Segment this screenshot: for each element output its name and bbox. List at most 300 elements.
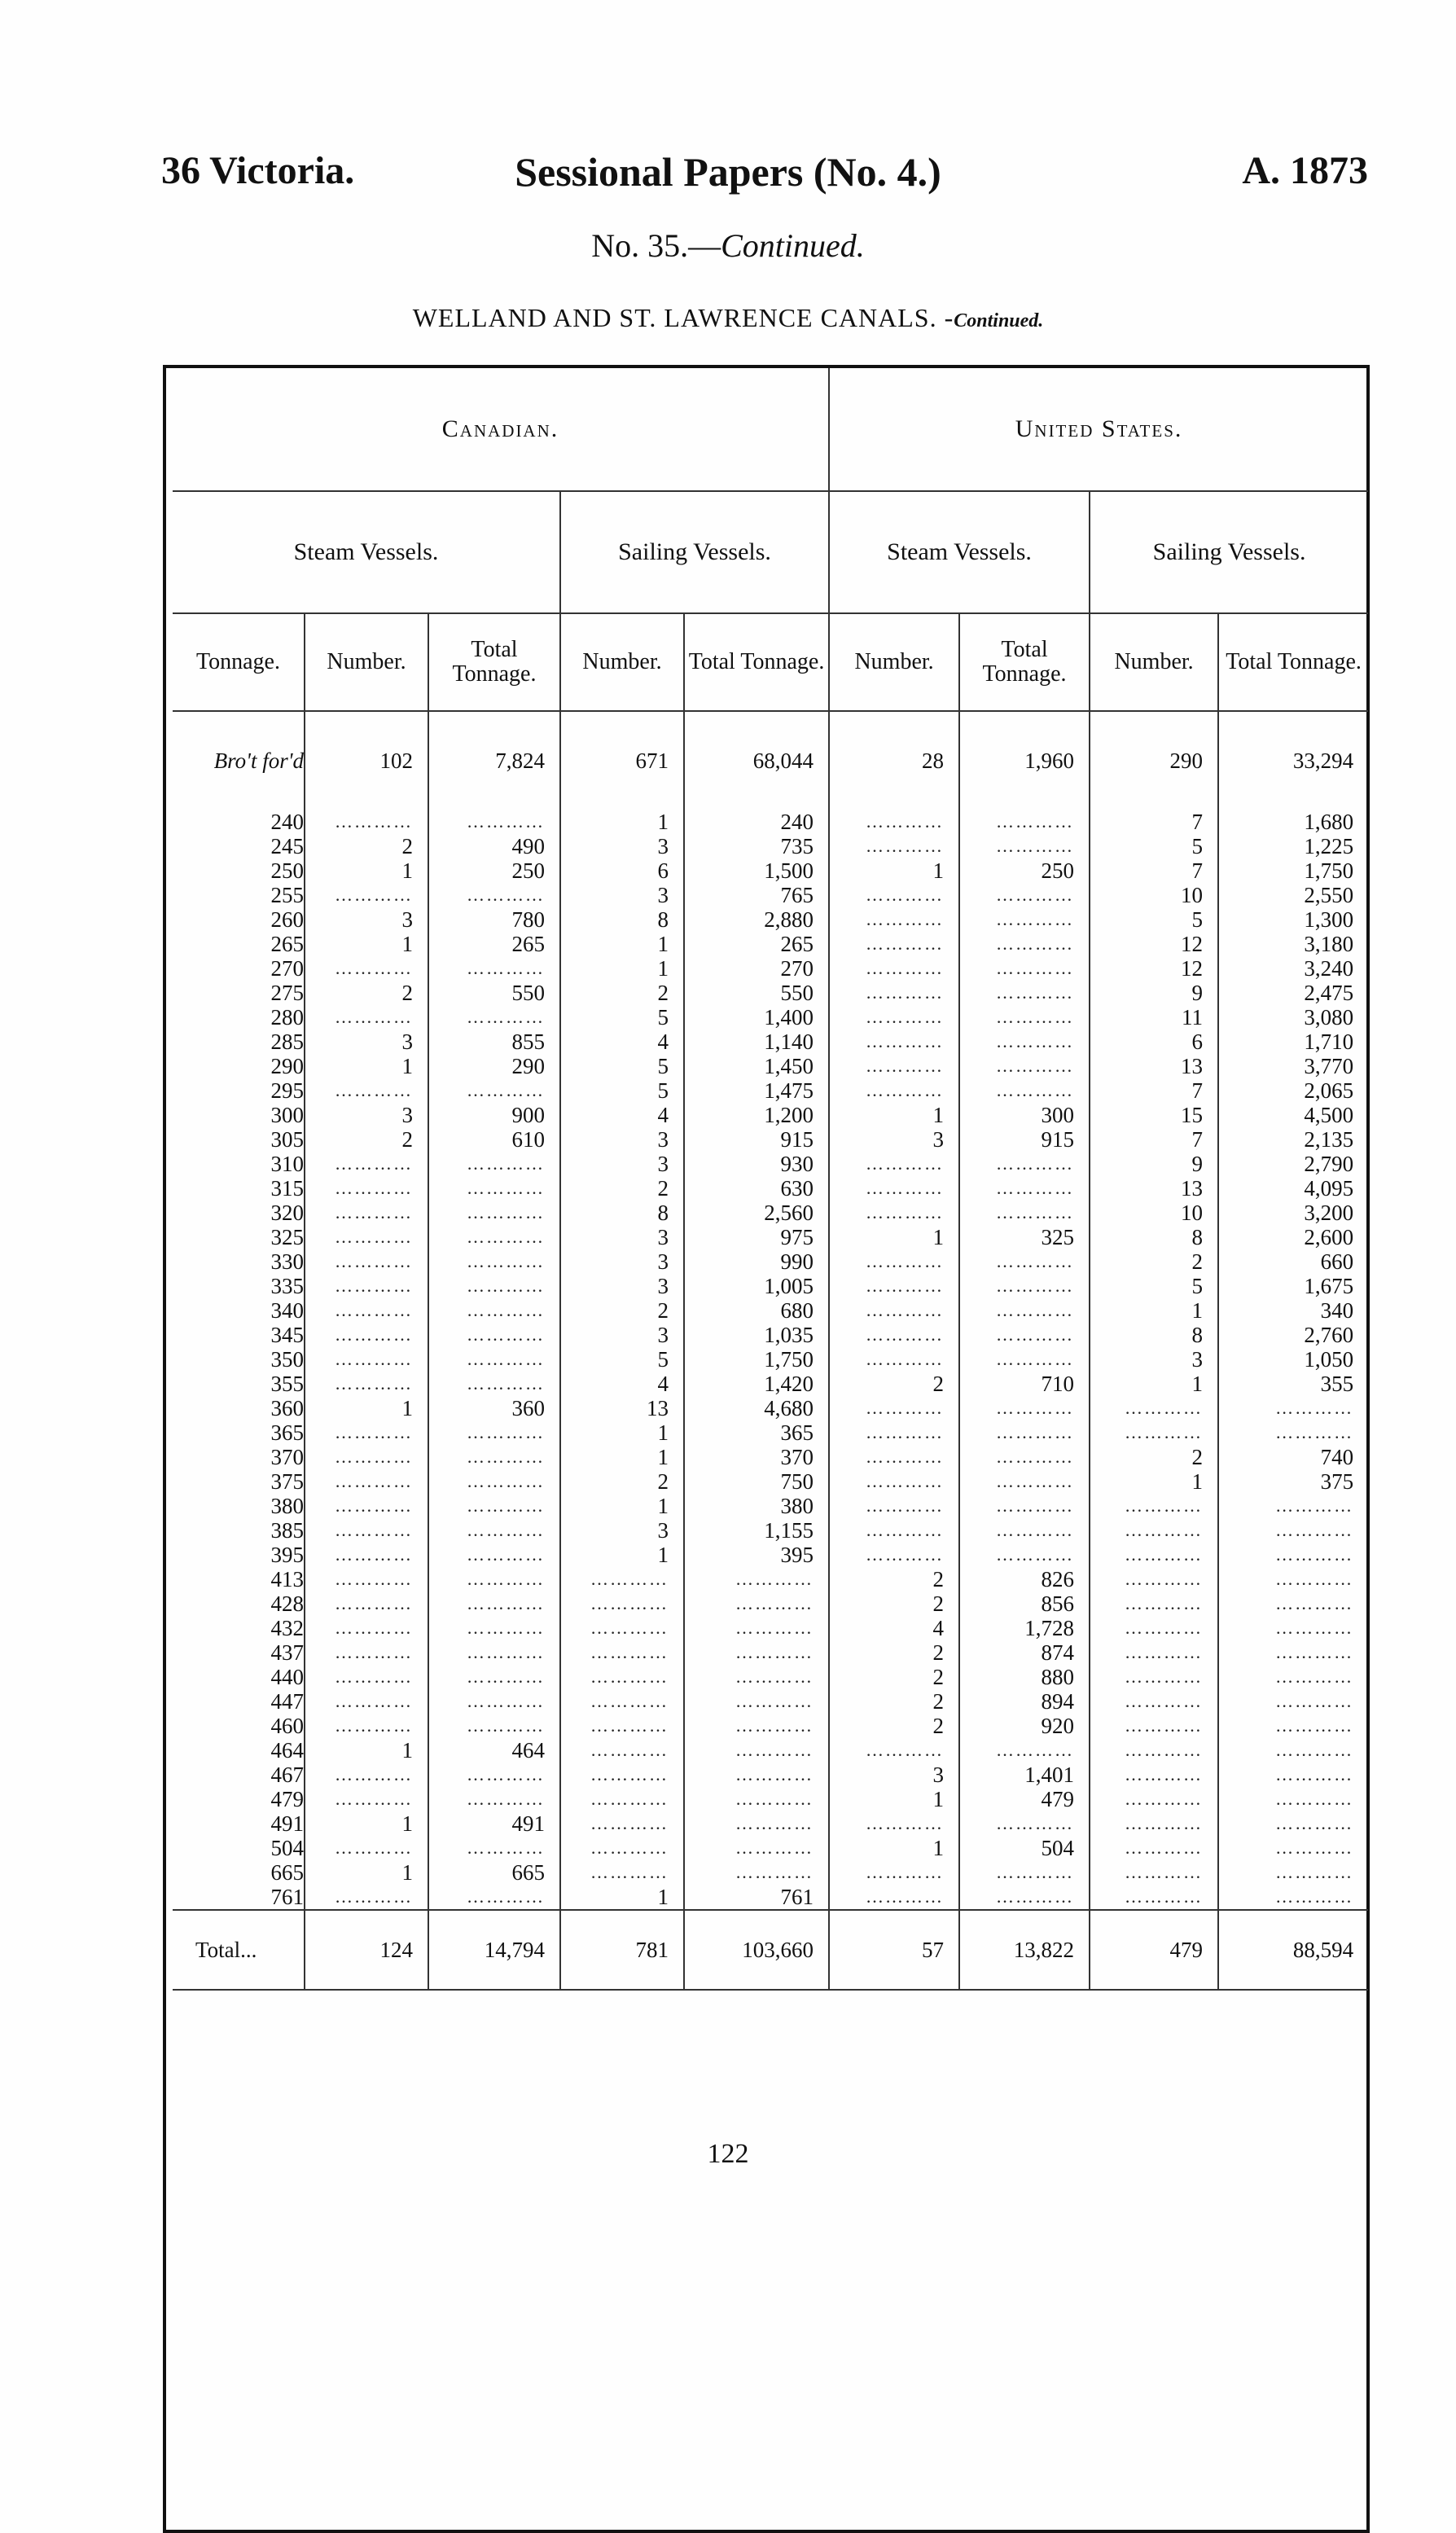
table-cell: 3 [305, 1029, 428, 1054]
table-cell: 1 [305, 1860, 428, 1885]
table-cell: 3,200 [1218, 1201, 1368, 1225]
total-tonnage-col-header: Total Tonnage. [959, 613, 1090, 711]
table-cell: ………… [1218, 1420, 1368, 1445]
table-cell: ………… [428, 1225, 560, 1249]
table-cell: 2 [829, 1714, 959, 1738]
table-cell: ………… [829, 1078, 959, 1103]
table-cell: ………… [829, 1518, 959, 1543]
table-cell: ………… [829, 1054, 959, 1078]
table-cell: ………… [305, 956, 428, 981]
table-cell: ………… [684, 1714, 829, 1738]
table-cell: ………… [829, 981, 959, 1005]
table-cell: ………… [829, 1274, 959, 1298]
table-title [0, 303, 1456, 333]
table-cell: ………… [1218, 1787, 1368, 1811]
table-cell: ………… [1218, 1518, 1368, 1543]
tonnage-cell: 428 [270, 1591, 304, 1616]
table-cell: 1,960 [959, 711, 1090, 810]
table-cell: 826 [959, 1567, 1090, 1591]
header-year: A. 1873 [1242, 149, 1368, 192]
tonnage-cell: 245 [270, 834, 304, 858]
table-cell: 8 [560, 907, 684, 932]
table-cell: ………… [829, 1347, 959, 1372]
table-cell: ………… [305, 1249, 428, 1274]
table-cell: 1 [1090, 1469, 1218, 1494]
table-cell: ………… [560, 1665, 684, 1689]
table-cell: ………… [305, 1152, 428, 1176]
canal-continued-label: Continued. [954, 310, 1044, 331]
table-cell: ………… [428, 1518, 560, 1543]
table-cell: 2,475 [1218, 981, 1368, 1005]
table-cell: ………… [829, 1494, 959, 1518]
tonnage-cell: 280 [270, 1005, 304, 1029]
united-states-header: United States. [829, 368, 1368, 491]
table-cell: ………… [428, 1274, 560, 1298]
table-cell: ………… [305, 1298, 428, 1323]
table-row [173, 1885, 1368, 1910]
page-number: 122 [707, 2139, 749, 2169]
table-cell: ………… [829, 1323, 959, 1347]
table-cell: 7 [1090, 858, 1218, 883]
table-cell: 2 [829, 1591, 959, 1616]
table-cell: 28 [829, 711, 959, 810]
table-cell: ………… [560, 1860, 684, 1885]
table-cell: ………… [1090, 1836, 1218, 1860]
table-cell: ………… [1218, 1836, 1368, 1860]
table-cell: 4 [560, 1103, 684, 1127]
table-cell: ………… [829, 1029, 959, 1054]
table-cell: ………… [305, 1836, 428, 1860]
tonnage-cell: 265 [270, 932, 304, 956]
table-cell: 380 [684, 1494, 829, 1518]
table-cell: 781 [560, 1910, 684, 1990]
table-cell: 5 [560, 1347, 684, 1372]
table-row [173, 1787, 1368, 1811]
table-cell: 9 [1090, 981, 1218, 1005]
table-cell: ………… [428, 1714, 560, 1738]
table-row [173, 834, 1368, 858]
table-cell: 780 [428, 907, 560, 932]
table-cell: 1 [829, 1225, 959, 1249]
table-cell: 1 [305, 1396, 428, 1420]
table-cell: 13 [1090, 1054, 1218, 1078]
table-cell: ………… [305, 1763, 428, 1787]
table-cell: 740 [1218, 1445, 1368, 1469]
table-cell: 2,760 [1218, 1323, 1368, 1347]
number-col-header: Number. [829, 613, 959, 711]
table-cell: 265 [684, 932, 829, 956]
table-cell: 15 [1090, 1103, 1218, 1127]
table-cell: 1,140 [684, 1029, 829, 1054]
table-cell: ………… [684, 1860, 829, 1885]
table-cell: ………… [1090, 1494, 1218, 1518]
table-cell: ………… [1090, 1420, 1218, 1445]
tonnage-cell: 440 [270, 1665, 304, 1689]
tonnage-cell: 275 [270, 981, 304, 1005]
table-cell: 365 [684, 1420, 829, 1445]
table-cell: 915 [959, 1127, 1090, 1152]
table-row [173, 1616, 1368, 1640]
table-cell: ………… [560, 1689, 684, 1714]
table-row [173, 1494, 1368, 1518]
total-tonnage-col-header: Total Tonnage. [684, 613, 829, 711]
tonnage-cell: 761 [270, 1885, 304, 1909]
table-cell: 1,200 [684, 1103, 829, 1127]
table-cell: 250 [428, 858, 560, 883]
tonnage-cell: 270 [270, 956, 304, 981]
table-cell: 4,680 [684, 1396, 829, 1420]
table-row [173, 1714, 1368, 1738]
table-cell: 6 [560, 858, 684, 883]
table-cell: 735 [684, 834, 829, 858]
tonnage-cell: 380 [270, 1494, 304, 1518]
table-cell: 2,880 [684, 907, 829, 932]
table-row [173, 1665, 1368, 1689]
table-cell: ………… [305, 1665, 428, 1689]
table-cell: 2 [1090, 1249, 1218, 1274]
table-cell: 680 [684, 1298, 829, 1323]
table-cell: 1 [1090, 1372, 1218, 1396]
table-cell: 3 [560, 834, 684, 858]
table-cell: 1,155 [684, 1518, 829, 1543]
table-cell: ………… [829, 1860, 959, 1885]
table-cell: ………… [428, 1420, 560, 1445]
table-row [173, 1029, 1368, 1054]
table-cell: 1 [829, 1103, 959, 1127]
tonnage-cell: 504 [270, 1836, 304, 1860]
table-cell: ………… [959, 1029, 1090, 1054]
table-cell: 2 [305, 834, 428, 858]
table-cell: ………… [428, 1543, 560, 1567]
table-cell: ………… [829, 1201, 959, 1225]
table-cell: ………… [560, 1616, 684, 1640]
table-cell: 920 [959, 1714, 1090, 1738]
canal-name: WELLAND AND ST. LAWRENCE CANALS. - [412, 303, 954, 332]
table-cell: 1 [829, 1787, 959, 1811]
table-cell: 3 [560, 883, 684, 907]
table-cell: 2 [560, 981, 684, 1005]
table-cell: 14,794 [428, 1910, 560, 1990]
table-cell: ………… [684, 1763, 829, 1787]
continued-label: Continued. [721, 227, 865, 264]
page-header [0, 148, 1456, 205]
table-cell: ………… [959, 1738, 1090, 1763]
table-cell: ………… [305, 1201, 428, 1225]
table-row [173, 810, 1368, 834]
table-cell: ………… [959, 1249, 1090, 1274]
table-cell: 10 [1090, 883, 1218, 907]
table-cell: ………… [829, 932, 959, 956]
table-cell: 855 [428, 1029, 560, 1054]
brought-forward-row [173, 711, 1368, 810]
table-cell: ………… [428, 1665, 560, 1689]
tonnage-cell: 460 [270, 1714, 304, 1738]
tonnage-cell: 360 [270, 1396, 304, 1420]
tonnage-cell: 385 [270, 1518, 304, 1543]
table-cell: 1 [560, 810, 684, 834]
table-row [173, 956, 1368, 981]
table-cell: 1,675 [1218, 1274, 1368, 1298]
table-cell: 290 [1090, 711, 1218, 810]
column-header-row [173, 613, 1368, 711]
table-row [173, 1347, 1368, 1372]
table-cell: 2 [560, 1176, 684, 1201]
table-row [173, 1176, 1368, 1201]
table-cell: 7 [1090, 810, 1218, 834]
table-cell: 2 [829, 1640, 959, 1665]
table-cell: ………… [1218, 1567, 1368, 1591]
table-row [173, 1005, 1368, 1029]
table-cell: ………… [1090, 1543, 1218, 1567]
table-cell: ………… [560, 1714, 684, 1738]
table-cell: ………… [1218, 1665, 1368, 1689]
table-cell: ………… [959, 1420, 1090, 1445]
table-cell: 1,450 [684, 1054, 829, 1078]
table-cell: ………… [305, 1372, 428, 1396]
table-cell: 12 [1090, 932, 1218, 956]
table-row [173, 1323, 1368, 1347]
table-cell: ………… [560, 1787, 684, 1811]
table-cell: ………… [1090, 1518, 1218, 1543]
table-cell: 2 [305, 1127, 428, 1152]
table-cell: ………… [428, 1176, 560, 1201]
tonnage-cell: 345 [270, 1323, 304, 1347]
table-cell: 1,710 [1218, 1029, 1368, 1054]
table-cell: 1,680 [1218, 810, 1368, 834]
table-cell: 3,240 [1218, 956, 1368, 981]
table-cell: 856 [959, 1591, 1090, 1616]
table-cell: 2 [560, 1469, 684, 1494]
table-row [173, 1054, 1368, 1078]
table-cell: ………… [1090, 1860, 1218, 1885]
table-cell: ………… [829, 1152, 959, 1176]
table-cell: ………… [560, 1836, 684, 1860]
canadian-sailing-header: Sailing Vessels. [560, 491, 829, 613]
table-row [173, 1543, 1368, 1567]
tonnage-table [173, 368, 1368, 2136]
table-cell: 3 [305, 1103, 428, 1127]
table-cell: ………… [428, 1298, 560, 1323]
table-cell: 5 [1090, 1274, 1218, 1298]
table-cell: ………… [959, 1005, 1090, 1029]
tonnage-cell: 260 [270, 907, 304, 932]
table-cell: ………… [305, 1640, 428, 1665]
table-cell: 3 [829, 1763, 959, 1787]
table-cell: 1,728 [959, 1616, 1090, 1640]
table-cell: ………… [959, 1396, 1090, 1420]
table-cell: 1,035 [684, 1323, 829, 1347]
table-cell: ………… [829, 1420, 959, 1445]
table-cell: ………… [1090, 1811, 1218, 1836]
table-row [173, 1249, 1368, 1274]
table-cell: 3 [1090, 1347, 1218, 1372]
table-cell: 265 [428, 932, 560, 956]
table-cell: 300 [959, 1103, 1090, 1127]
table-cell: ………… [428, 1689, 560, 1714]
table-cell: 550 [428, 981, 560, 1005]
table-cell: 1,500 [684, 858, 829, 883]
table-cell: 990 [684, 1249, 829, 1274]
table-cell: 1 [305, 932, 428, 956]
table-cell: 1 [560, 956, 684, 981]
table-cell: ………… [1090, 1567, 1218, 1591]
table-cell: ………… [305, 1616, 428, 1640]
table-cell: ………… [1090, 1640, 1218, 1665]
table-cell: ………… [1090, 1396, 1218, 1420]
table-cell: 7 [1090, 1127, 1218, 1152]
table-cell: 3 [560, 1274, 684, 1298]
table-cell: 4,095 [1218, 1176, 1368, 1201]
table-row [173, 1836, 1368, 1860]
table-cell: 2 [305, 981, 428, 1005]
table-cell: 3,770 [1218, 1054, 1368, 1078]
tonnage-cell: 290 [270, 1054, 304, 1078]
table-cell: 5 [1090, 907, 1218, 932]
header-session: 36 Victoria. [161, 149, 355, 192]
document-number [0, 226, 1456, 265]
table-cell: ………… [1218, 1763, 1368, 1787]
table-cell: ………… [428, 1787, 560, 1811]
tonnage-cell: 437 [270, 1640, 304, 1665]
table-cell: 1,225 [1218, 834, 1368, 858]
table-cell: 550 [684, 981, 829, 1005]
table-row [173, 1763, 1368, 1787]
table-cell: ………… [305, 883, 428, 907]
table-cell: ………… [684, 1567, 829, 1591]
tonnage-cell: 355 [270, 1372, 304, 1396]
tonnage-cell: 395 [270, 1543, 304, 1567]
table-row [173, 981, 1368, 1005]
table-cell: ………… [959, 981, 1090, 1005]
table-cell: ………… [829, 956, 959, 981]
table-cell: 2,065 [1218, 1078, 1368, 1103]
table-cell: ………… [428, 1469, 560, 1494]
table-cell: ………… [305, 1347, 428, 1372]
table-cell: ………… [829, 1005, 959, 1029]
tonnage-cell: 255 [270, 883, 304, 907]
table-cell: ………… [305, 1005, 428, 1029]
table-cell: ………… [829, 883, 959, 907]
table-cell: ………… [305, 1274, 428, 1298]
table-row [173, 1518, 1368, 1543]
tonnage-cell: 300 [270, 1103, 304, 1127]
table-cell: ………… [428, 1640, 560, 1665]
table-cell: 355 [1218, 1372, 1368, 1396]
table-cell: ………… [829, 1176, 959, 1201]
table-cell: ………… [1218, 1591, 1368, 1616]
table-row [173, 907, 1368, 932]
table-cell: 504 [959, 1836, 1090, 1860]
table-row [173, 1811, 1368, 1836]
table-cell: 9 [1090, 1152, 1218, 1176]
table-cell: ………… [305, 1689, 428, 1714]
table-cell: 10 [1090, 1201, 1218, 1225]
table-cell: 8 [1090, 1225, 1218, 1249]
table-cell: 2,550 [1218, 883, 1368, 907]
table-cell: ………… [560, 1811, 684, 1836]
canadian-header: Canadian. [173, 368, 829, 491]
table-cell: ………… [305, 1323, 428, 1347]
table-cell: ………… [959, 932, 1090, 956]
table-cell: 3 [829, 1127, 959, 1152]
table-cell: 4,500 [1218, 1103, 1368, 1127]
table-cell: ………… [829, 1543, 959, 1567]
table-cell: 57 [829, 1910, 959, 1990]
table-cell: ………… [305, 1591, 428, 1616]
table-cell: ………… [829, 907, 959, 932]
table-row [173, 858, 1368, 883]
table-cell: 1,401 [959, 1763, 1090, 1787]
table-cell: ………… [959, 1078, 1090, 1103]
table-row [173, 1567, 1368, 1591]
table-cell: 2,790 [1218, 1152, 1368, 1176]
table-cell: ………… [684, 1689, 829, 1714]
table-cell: 1,475 [684, 1078, 829, 1103]
header-title: Sessional Papers (No. 4.) [515, 149, 941, 195]
table-cell: 2,600 [1218, 1225, 1368, 1249]
table-cell: ………… [684, 1836, 829, 1860]
table-cell: ………… [959, 883, 1090, 907]
table-cell: 340 [1218, 1298, 1368, 1323]
table-cell: 874 [959, 1640, 1090, 1665]
table-cell: ………… [428, 1249, 560, 1274]
table-cell: 1 [305, 1811, 428, 1836]
table-cell: 4 [560, 1372, 684, 1396]
table-cell: 1,005 [684, 1274, 829, 1298]
table-cell: ………… [428, 1201, 560, 1225]
table-cell: 3 [560, 1249, 684, 1274]
number-col-header: Number. [1090, 613, 1218, 711]
table-cell: ………… [959, 1518, 1090, 1543]
tonnage-cell: 464 [270, 1738, 304, 1763]
table-cell: 3 [305, 907, 428, 932]
table-cell: 1,300 [1218, 907, 1368, 932]
table-cell: 880 [959, 1665, 1090, 1689]
table-cell: 630 [684, 1176, 829, 1201]
table-cell: 1 [1090, 1298, 1218, 1323]
table-cell: ………… [428, 1152, 560, 1176]
number-col-header: Number. [305, 613, 428, 711]
table-cell: ………… [428, 1372, 560, 1396]
table-cell: ………… [959, 810, 1090, 834]
table-cell: ………… [305, 1787, 428, 1811]
table-cell: 7,824 [428, 711, 560, 810]
table-cell: ………… [959, 1298, 1090, 1323]
table-row [173, 1274, 1368, 1298]
table-cell: ………… [428, 1347, 560, 1372]
table-cell: 103,660 [684, 1910, 829, 1990]
table-cell: ………… [829, 1249, 959, 1274]
table-cell: ………… [305, 1445, 428, 1469]
table-cell: 8 [560, 1201, 684, 1225]
table-cell: 2,560 [684, 1201, 829, 1225]
table-cell: 2 [829, 1372, 959, 1396]
table-cell: ………… [959, 1152, 1090, 1176]
table-cell: ………… [428, 1445, 560, 1469]
table-cell: 1 [560, 1494, 684, 1518]
table-cell: 1 [560, 1543, 684, 1567]
table-cell: ………… [829, 1738, 959, 1763]
tonnage-cell: 320 [270, 1201, 304, 1225]
table-cell: ………… [684, 1787, 829, 1811]
table-cell: 102 [305, 711, 428, 810]
table-cell: ………… [305, 1714, 428, 1738]
tonnage-cell: 240 [270, 810, 304, 834]
total-label: Total... [173, 1910, 305, 1990]
table-cell: ………… [1218, 1616, 1368, 1640]
table-cell: 2 [560, 1298, 684, 1323]
table-cell: ………… [684, 1616, 829, 1640]
